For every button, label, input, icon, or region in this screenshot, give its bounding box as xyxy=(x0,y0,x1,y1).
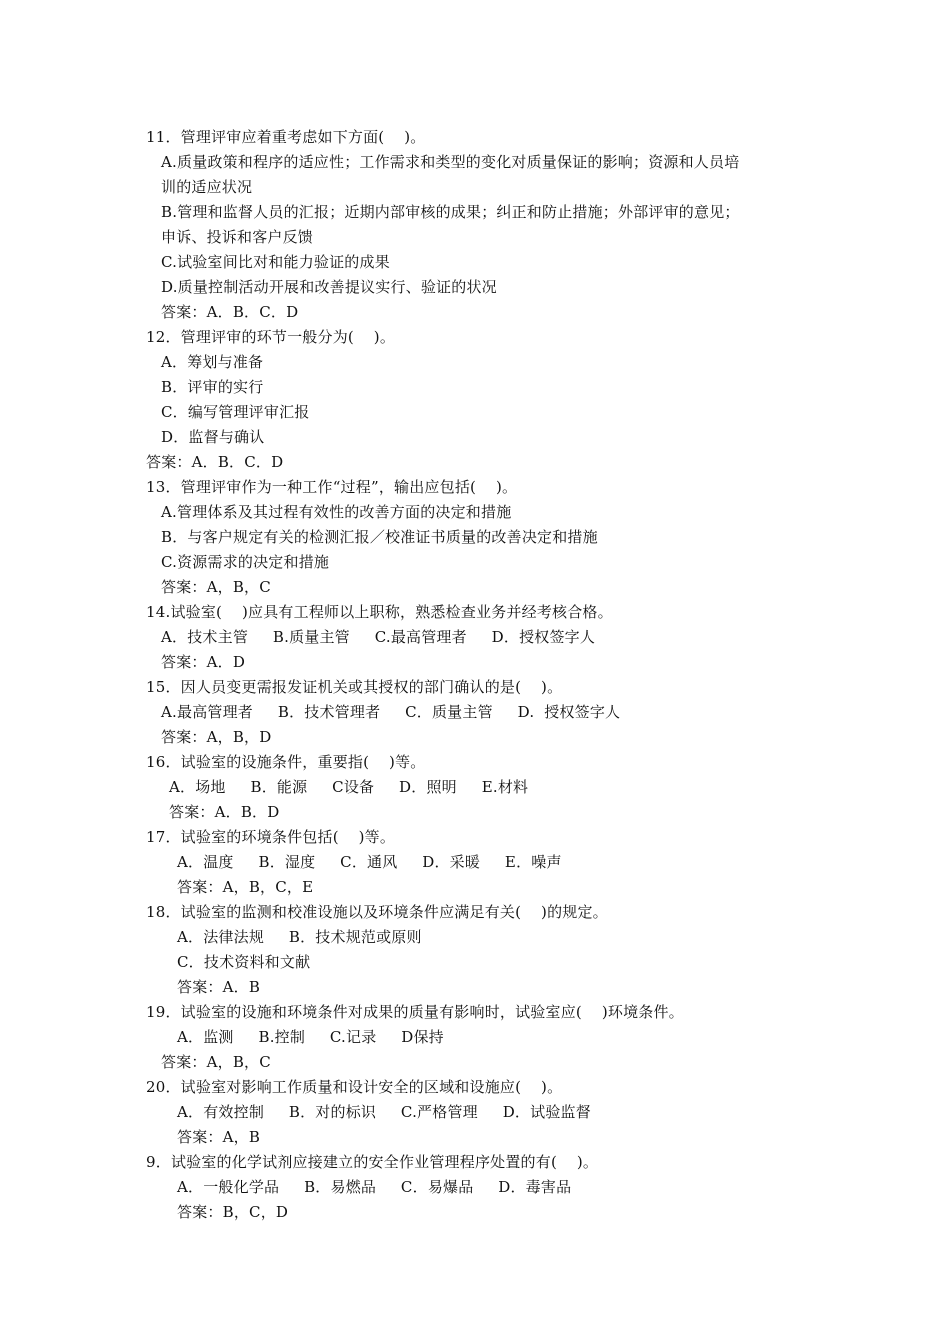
question-11-option-c: C.试验室间比对和能力验证的成果 xyxy=(161,253,390,271)
question-12-option-b: B．评审的实行 xyxy=(161,378,264,396)
question-13-option-c: C.资源需求的决定和措施 xyxy=(161,553,330,571)
question-13-option-b: B．与客户规定有关的检测汇报／校准证书质量的改善决定和措施 xyxy=(161,528,598,546)
question-18-stem: 18．试验室的监测和校准设施以及环境条件应满足有关( )的规定。 xyxy=(146,903,608,921)
question-14-stem: 14.试验室( )应具有工程师以上职称，熟悉检查业务并经考核合格。 xyxy=(146,603,613,621)
question-19-stem: 19．试验室的设施和环境条件对成果的质量有影响时，试验室应( )环境条件。 xyxy=(146,1003,684,1021)
question-14-options: A．技术主管 B.质量主管 C.最高管理者 D．授权签字人 xyxy=(161,628,596,646)
question-17-stem: 17．试验室的环境条件包括( )等。 xyxy=(146,828,396,846)
question-20-options: A．有效控制 B．对的标识 C.严格管理 D．试验监督 xyxy=(177,1103,591,1121)
question-15-stem: 15．因人员变更需报发证机关或其授权的部门确认的是( )。 xyxy=(146,678,563,696)
question-18-answer: 答案：A．B xyxy=(177,978,261,996)
question-19-options: A．监测 B.控制 C.记录 D保持 xyxy=(177,1028,444,1046)
question-13-stem: 13．管理评审作为一种工作“过程”，输出应包括( )。 xyxy=(146,478,518,496)
question-11-option-b: B.管理和监督人员的汇报；近期内部审核的成果；纠正和防止措施；外部评审的意见； xyxy=(161,203,740,221)
question-20-answer: 答案：A，B xyxy=(177,1128,261,1146)
question-13-option-a: A.管理体系及其过程有效性的改善方面的决定和措施 xyxy=(161,503,512,521)
question-16-answer: 答案：A．B．D xyxy=(169,803,280,821)
question-9-options: A．一般化学品 B．易燃品 C．易爆品 D．毒害品 xyxy=(177,1178,572,1196)
question-11-answer: 答案：A．B．C．D xyxy=(161,303,299,321)
question-13-answer: 答案：A，B，C xyxy=(161,578,271,596)
question-15-options: A.最高管理者 B．技术管理者 C．质量主管 D. 授权签字人 xyxy=(161,703,621,721)
question-11-option-a-cont: 训的适应状况 xyxy=(161,178,253,196)
question-11-option-d: D.质量控制活动开展和改善提议实行、验证的状况 xyxy=(161,278,497,296)
question-17-answer: 答案：A，B，C，E xyxy=(177,878,314,896)
question-9-answer: 答案：B，C，D xyxy=(177,1203,289,1221)
question-18-options-2: C．技术资料和文献 xyxy=(177,953,311,971)
question-16-stem: 16．试验室的设施条件，重要指( )等。 xyxy=(146,753,426,771)
question-12-option-d: D．监督与确认 xyxy=(161,428,265,446)
question-16-options: A．场地 B．能源 C设备 D．照明 E.材料 xyxy=(169,778,529,796)
question-12-option-a: A．筹划与准备 xyxy=(161,353,264,371)
question-9-stem: 9．试验室的化学试剂应接建立的安全作业管理程序处置的有( )。 xyxy=(146,1153,599,1171)
question-12-stem: 12．管理评审的环节一般分为( )。 xyxy=(146,328,396,346)
question-11-option-b-cont: 申诉、投诉和客户反馈 xyxy=(161,228,314,246)
question-20-stem: 20．试验室对影响工作质量和设计安全的区域和设施应( )。 xyxy=(146,1078,563,1096)
question-11-option-a: A.质量政策和程序的适应性；工作需求和类型的变化对质量保证的影响；资源和人员培 xyxy=(161,153,740,171)
question-12-option-c: C．编写管理评审汇报 xyxy=(161,403,310,421)
question-19-answer: 答案：A，B，C xyxy=(161,1053,271,1071)
question-11-stem: 11．管理评审应着重考虑如下方面( )。 xyxy=(146,128,426,146)
question-14-answer: 答案：A．D xyxy=(161,653,246,671)
question-17-options: A．温度 B．湿度 C．通风 D．采暖 E．噪声 xyxy=(177,853,562,871)
question-12-answer: 答案：A．B．C．D xyxy=(146,453,284,471)
question-18-options-1: A．法律法规 B．技术规范或原则 xyxy=(177,928,422,946)
question-15-answer: 答案：A，B，D xyxy=(161,728,272,746)
